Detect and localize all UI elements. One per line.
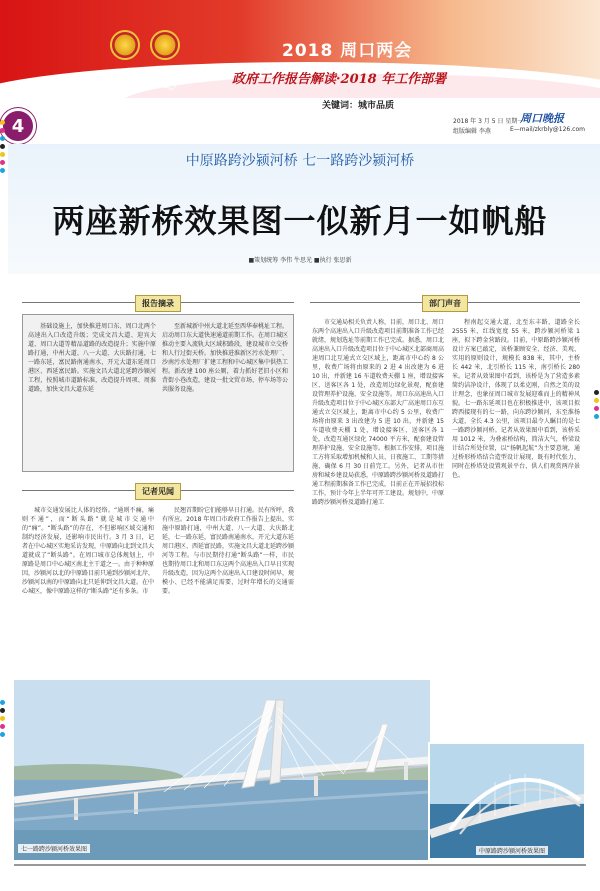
inset-bridge-illustration (430, 744, 586, 860)
header-banner (0, 0, 600, 98)
paragraph: 程南起交通大道，北至东丰路，道路全长 2555 米，红线宽度 55 米，跨沙颍河桥梁 1 座，拟下跨金营路段。目前，中原路跨沙颍河桥设计方案已敲定，该桥兼顾安全、经济、美观、实用的原则设计，规模长 838 米，其中，主桥长 442 米，北引桥长 115 米，南引桥长 280 米。记者从效果图中看到，该桥是为了营造多素简约洁净设计，体现了以柔克刚，自然之美的设计理念，也象征周口城市发展迎难而上的精神风貌。七一路东延项目也在积极推进中，该项目拟跨西接现有的七一路，向东跨沙颍河，东至淮扬大道，全长 4.3 公里，该项目最令人瞩目的是七一路跨沙颍河桥。记者从效果图中看到，该桥采用 1012 米，为叠索桥结构，简洁大气，桥梁设计结合所处位置，以“扬帆起航”为主要意境，通过桥形桥塔结合造型设计展现，既有时代张力，同时在桥塔处设置观景平台，供人们观赏两岸景色。 (452, 319, 580, 479)
section-header-reporter (22, 487, 294, 504)
department-column-2 (452, 318, 580, 674)
section-label: 报告摘录 (135, 295, 181, 312)
page-number-badge: 4 (0, 108, 36, 144)
section-header-department (310, 299, 580, 316)
paragraph: 至新城新中州大道北延至西华奉桃址工程。启动周口东大道快速通道前期工作。在周口城区推动主要入流轨大区域积路段，建设城市立交桥和人行过街天桥。加快推进淮新区污水处理厂、沙南污水处理厂扩建工程和中心城区集中供热工程。新改建 100 座公厕，着力抓好老旧小区和背街小巷改造，建设一批文贸市场、停车场等公共服务设施。 (162, 323, 288, 393)
national-emblem-icon (110, 30, 140, 60)
section-label: 记者见闻 (135, 483, 181, 500)
report-column-2 (162, 322, 288, 468)
dove-icon: 🕊 (155, 68, 181, 92)
paper-logo: 周口晚报 (520, 112, 564, 125)
paragraph: 城市交通发展比人体的经络。“通则不痛，痛则不通”，而“断头路”就是城市交通中的“痛”。“断头路”的存在，不但影响区域交通和制约经济发展，还影响市民出行。3 月 3 日，记者在中心城区实地采访发现，中原路向北到文昌大道就成了“断头路”。在周口城市总体规划上，中原路是周口中心城区南北主干道之一。由于种种原因，沙颍河以北的中原路目前只通到沙颍河北岸，沙颍河以南的中原路向北只延伸到文昌大道。在中心城区，像中原路这样的“断头路”还有多条。市 (22, 507, 154, 595)
banner-title: 2018 周口两会 (282, 41, 413, 61)
report-column-1 (28, 322, 156, 468)
byline: ■策划统筹 李伟 牛思光 ■执行 张思新 (248, 257, 352, 264)
reporter-column-2 (162, 506, 294, 674)
footer-rule (14, 864, 586, 866)
inset-image-caption: 中原路跨沙颍河桥效果图 (476, 846, 548, 855)
keyword-label: 关键词：城市品质 (322, 101, 395, 111)
reporter-column-1 (22, 506, 154, 674)
color-registration-marks (0, 700, 6, 740)
headline-kicker: 中原路跨沙颍河桥 七一路跨沙颍河桥 (185, 153, 415, 169)
bridge-illustration (14, 680, 430, 860)
layout-editor: 组版编辑 李燕 (453, 128, 491, 135)
department-column-1 (312, 318, 444, 674)
cppcc-emblem-icon (150, 30, 180, 60)
issue-date: 2018 年 3 月 5 日 星期一 (453, 118, 524, 125)
paragraph: 民翘首期盼它们能够早日打通。民有所呼，我有所应。2018 年周口市政府工作报告上提出，实施中原路打通，中州大道、八一大道、大庆路北延，七一路东延，富民路南通南水，开元大道东延周口港区、西延富民路，实施文昌大道北延跨沙颍河等工程。与市民期待打通“断头路”一样，市民也期待周口北和周口东这两个高速出入口早日实现升级改造，因为这两个高速出入口建设时间早，规模小、已经不能满足需要，过时年增长的交通需要。 (162, 507, 294, 595)
main-image-caption: 七一路跨沙颍河桥效果图 (18, 844, 90, 853)
color-registration-marks (594, 390, 600, 422)
banner-subtitle: 政府工作报告解读·2018 年工作部署 (232, 72, 447, 87)
zhongyuan-road-bridge-rendering (428, 742, 586, 860)
editor-email: E—mail/zkrbly@126.com (510, 126, 585, 133)
paragraph: 基础设施上，加快推进周口东、周口北两个高速出入口改造升级；完成文昌大道、迎宾大道、周口大道等精品道路的改造提升；实施中原路打通，中州大道、八一大道、大庆路打通，七一路东延，富民路南通南水，开元大道东延周口港区、西延富民路。实施文昌大道北延跨沙颍河工程，按照城市道路标准，改造提升周项、周淮道路，加快文昌大道东延 (28, 323, 156, 393)
paragraph: 市交通局相关负责人称，目前，周口北、周口东两个高速出入口升级改造项目前期准备工作已经就绪，规划选址等前期工作已完成。据悉，周口北高速出入口升级改造项目位于中心城区北部商周高速周口北互通式立交区域上，距离市中心约 8 公里，收费广场将由原来的 2 进 4 出改建为 6 进 10 出，并新建 16 车道收费天棚 1 座，增设接客区、送客区各 1 处，改造周边绿化景观，配套建设管理养护设施、安全设施等。周口东高速出入口升级改造项目位于中心城区东部大广高速周口东互通式立交区域上，距离市中心约 5 公里，收费广场将由原来 3 出改建为 5 进 10 出，并新建 15 车道收费天棚 1 处，增设接客区、送客区各 1 处，改造互通区绿化 74000 平方米，配套建设管理养护设施、安全设施等。根据工作安排，项目施工方将采取增加机械和人员、日夜施工、工期等措施，确保 6 月 30 日前完工。另外，记者从市住房和城乡建设局获悉，中原路跨沙颍河桥及道路打通工程前期准备工作已完成，目前正在开展招投标工作，预计今年上半年可开工建设。规划中，中原路跨沙颍河桥及道路打通工 (312, 319, 444, 506)
main-headline: 两座新桥效果图一似新月一如帆船 (52, 202, 548, 240)
section-label: 部门声音 (422, 295, 468, 312)
qiyi-road-bridge-rendering (14, 680, 430, 860)
